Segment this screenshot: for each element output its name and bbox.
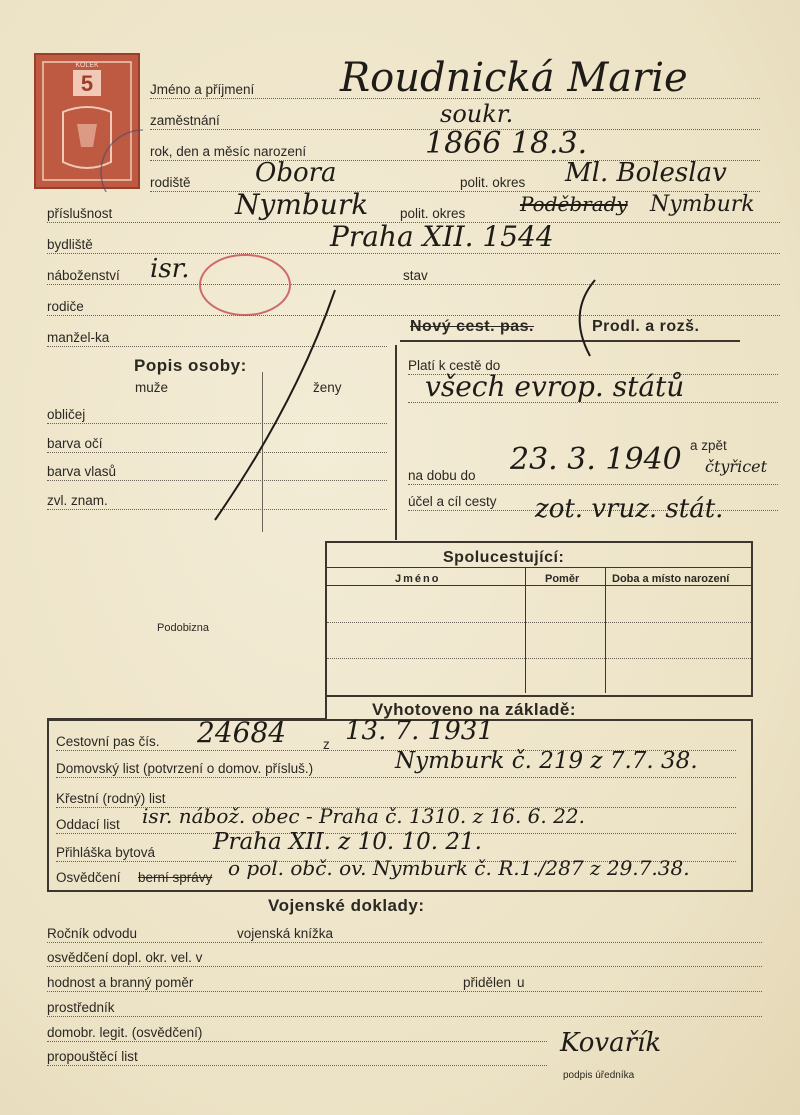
issued-passport-label: Cestovní pas čís.: [56, 734, 160, 749]
issued-title: Vyhotoveno na základě:: [372, 700, 577, 719]
duration-label: na dobu do: [408, 468, 476, 483]
stamp-value: 5: [80, 71, 94, 96]
companions-title: Spolucestující:: [443, 549, 565, 566]
issued-passport-no: 24684: [197, 716, 287, 749]
religion-value: isr.: [150, 254, 190, 284]
duration-value: 23. 3. 1940: [510, 442, 682, 477]
parents-label: rodiče: [47, 299, 84, 314]
birth-district-label: polit. okres: [460, 175, 526, 190]
military-cert-label: osvědčení dopl. okr. vel. v: [47, 950, 203, 965]
issued-registration-label: Přihláška bytová: [56, 845, 156, 860]
military-assigned-label: přidělen: [463, 975, 512, 990]
issued-domicile-value: Nymburk č. 219 z 7.7. 38.: [395, 748, 698, 774]
military-middle-label: prostředník: [47, 1000, 115, 1015]
citizen-district-struck: Poděbrady: [520, 192, 628, 216]
purpose-label: účel a cíl cesty: [408, 494, 497, 509]
issued-passport-from: z: [323, 737, 330, 752]
return-label: a zpět: [690, 438, 727, 453]
issued-certificate-struck: berní správy: [138, 870, 213, 885]
birthplace-value: Obora: [255, 158, 337, 188]
residence-value: Praha XII. 1544: [330, 220, 554, 253]
birthplace-label: rodiště: [150, 175, 191, 190]
description-female: ženy: [313, 380, 342, 395]
military-rank-label: hodnost a branný poměr: [47, 975, 194, 990]
description-row-eyes: barva očí: [47, 436, 103, 451]
military-year-label: Ročník odvodu: [47, 926, 138, 941]
religion-label: náboženství: [47, 268, 120, 283]
new-passport-label: Nový cest. pas.: [410, 318, 534, 335]
description-row-marks: zvl. znam.: [47, 493, 108, 508]
name-value: Roudnická Marie: [340, 55, 688, 101]
extension-label: Prodl. a rozš.: [592, 318, 700, 335]
official-signature: Kovařík: [560, 1028, 662, 1058]
name-label: Jméno a příjmení: [150, 82, 255, 97]
residence-label: bydliště: [47, 237, 93, 252]
revenue-stamp: [33, 52, 143, 192]
stamp-label: KOLEK: [75, 62, 99, 69]
issued-certificate-value: o pol. obč. ov. Nymburk č. R.1./287 z 29.7.38.: [228, 856, 690, 880]
companions-col-name: Jméno: [395, 573, 441, 585]
purpose-value: zot. vruz. stát.: [535, 494, 724, 524]
issued-baptism-label: Křestní (rodný) list: [56, 791, 166, 806]
companions-col-relation: Poměr: [545, 573, 580, 585]
photo-label: Podobizna: [157, 622, 209, 634]
issued-domicile-label: Domovský list (potvrzení o domov. přísluš.): [56, 761, 314, 776]
description-title: Popis osoby:: [134, 356, 247, 375]
bracket-mark: [565, 278, 605, 358]
birth-district-value: Ml. Boleslav: [565, 158, 727, 188]
companions-col-birth: Doba a místo narození: [612, 573, 730, 585]
occupation-label: zaměstnání: [150, 113, 220, 128]
military-legit-label: domobr. legit. (osvědčení): [47, 1025, 203, 1040]
citizen-district-value: Nymburk: [650, 192, 755, 217]
slash-mark: [205, 285, 345, 525]
issued-passport-date: 13. 7. 1931: [345, 716, 494, 746]
issued-marriage-label: Oddací list: [56, 817, 120, 832]
citizen-district-label: polit. okres: [400, 206, 466, 221]
citizenship-label: příslušnost: [47, 206, 113, 221]
military-title: Vojenské doklady:: [268, 896, 425, 915]
issued-certificate-label: Osvědčení: [56, 870, 121, 885]
valid-label: Platí k cestě do: [408, 358, 501, 373]
spouse-label: manžel-ka: [47, 330, 110, 345]
signature-label: podpis úředníka: [563, 1070, 635, 1081]
description-row-face: obličej: [47, 407, 86, 422]
birth-value: 1866 18.3.: [425, 126, 588, 161]
military-assigned-u: u: [517, 975, 525, 990]
status-label: stav: [403, 268, 428, 283]
issued-baptism-value: isr. nábož. obec - Praha č. 1310. z 16. 6. 22.: [142, 804, 585, 828]
return-value: čtyřicet: [705, 457, 768, 476]
military-book-label: vojenská knížka: [237, 926, 334, 941]
description-male: muže: [135, 380, 169, 395]
birth-label: rok, den a měsíc narození: [150, 144, 307, 159]
citizenship-value: Nymburk: [235, 188, 369, 221]
occupation-value: soukr.: [440, 100, 514, 128]
issued-registration-value: Praha XII. z 10. 10. 21.: [213, 829, 482, 855]
description-row-hair: barva vlasů: [47, 464, 117, 479]
valid-value: všech evrop. států: [425, 370, 685, 403]
military-discharge-label: propouštěcí list: [47, 1049, 138, 1064]
